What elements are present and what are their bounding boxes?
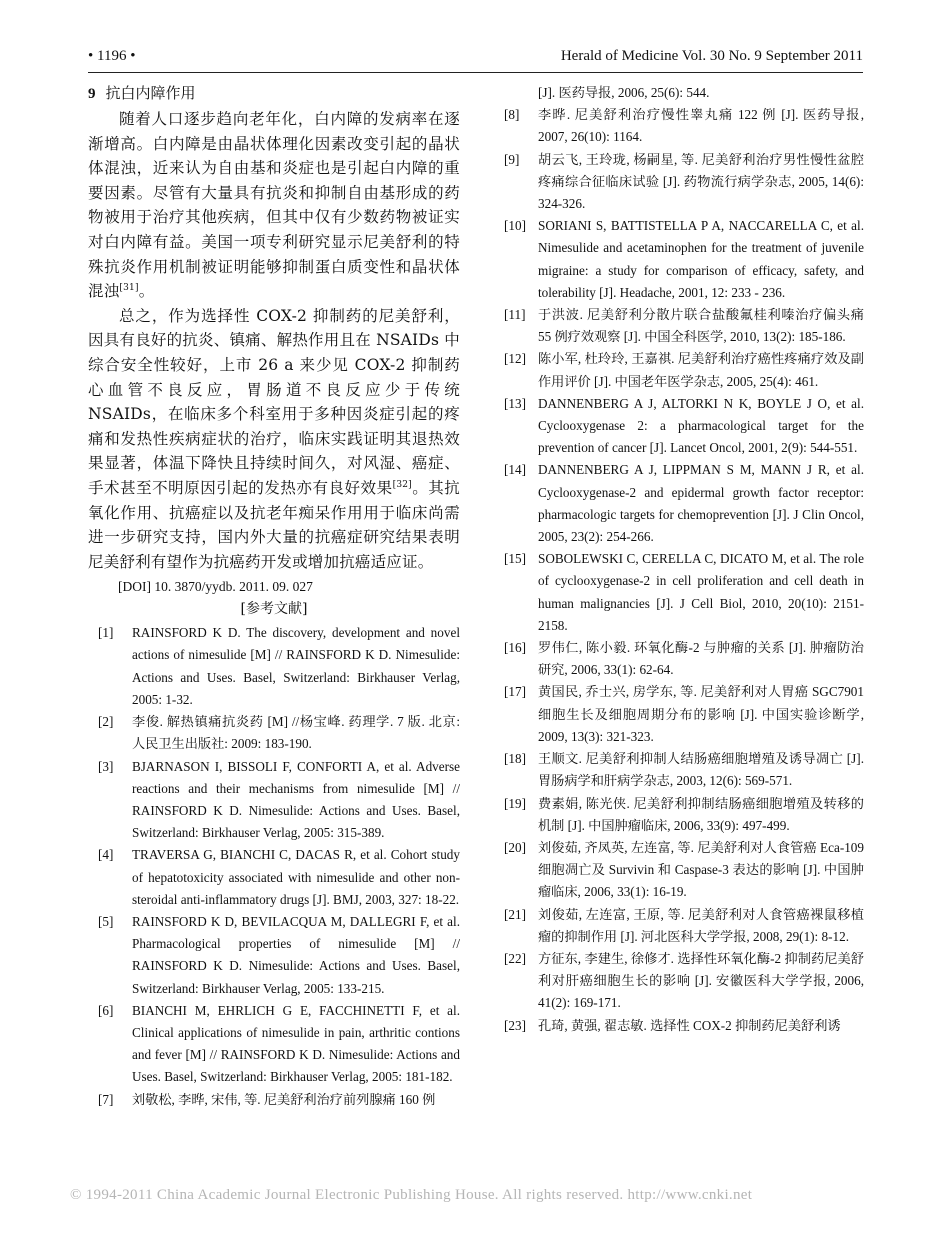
reference-item — [498, 459, 864, 548]
reference-text: 罗伟仁, 陈小毅. 环氧化酶-2 与肿瘤的关系 [J]. 肿瘤防治研究, 2006, 33(1): 62-64. — [538, 640, 864, 678]
reference-item — [498, 1015, 864, 1037]
reference-text: 王顺文. 尼美舒利抑制人结肠癌细胞增殖及诱导凋亡 [J]. 胃肠病学和肝病学杂志, 2003, 12(6): 569-571. — [538, 751, 864, 789]
paragraph-2 — [88, 304, 460, 575]
references-list-right — [498, 104, 864, 1037]
reference-number: [3] — [98, 758, 114, 774]
reference-item — [88, 844, 460, 911]
page-number: • 1196 • — [88, 48, 136, 64]
header-rule — [88, 72, 863, 73]
reference-item — [498, 104, 864, 148]
reference-item — [88, 711, 460, 755]
reference-number: [23] — [504, 1017, 526, 1033]
citation-31: [31] — [119, 283, 139, 293]
reference-number: [11] — [504, 307, 526, 323]
reference-item — [88, 911, 460, 1000]
reference-number: [17] — [504, 684, 526, 700]
paragraph-1-text: 随着人口逐步趋向老年化，白内障的发病率在逐渐增高。白内障是由晶状体理化因素改变引起的晶状体混浊，近来认为自由基和炎症也是引起白内障的重要因素。尽管有大量具有抗炎和抑制自由基形成的药物被用于治疗其他疾病，但其中仅有少数药物被证实对白内障有益。美国一项专利研究显示尼美舒利的特殊抗炎作用机制被证明能够抑制蛋白质变性和晶状体混浊 — [88, 110, 460, 301]
paragraph-2-end: 。其抗氧化作用、抗癌症以及抗老年痴呆作用用于临床尚需进一步研究支持，国内外大量的抗癌症研究结果表明尼美舒利有望作为抗癌药开发或增加抗癌适应证。 — [88, 478, 460, 571]
reference-item — [498, 348, 864, 392]
section-title: 抗白内障作用 — [105, 84, 196, 102]
reference-number: [2] — [98, 714, 114, 730]
reference-number: [1] — [98, 625, 114, 641]
running-header — [88, 48, 863, 68]
reference-number: [19] — [504, 795, 526, 811]
reference-number: [14] — [504, 462, 526, 478]
reference-item — [498, 393, 864, 460]
reference-text: DANNENBERG A J, ALTORKI N K, BOYLE J O, et al. Cyclooxygenase 2: a pharmacological target for the prevention of cancer [J]. Lancet Oncol, 2001, 2(9): 544-551. — [538, 395, 864, 456]
reference-text: BJARNASON I, BISSOLI F, CONFORTI A, et al. Adverse reactions and their mechanisms from nimesulide [M] // RAINSFORD K D. Nimesulide: Actions and Uses. Basel, Switzerland: Birkhauser Verlag, 2005: 315-389. — [132, 758, 460, 841]
reference-item — [498, 149, 864, 216]
reference-item — [498, 215, 864, 304]
reference-7-continuation: [J]. 医药导报, 2006, 25(6): 544. — [538, 85, 710, 100]
reference-text: 黄国民, 乔士兴, 房学东, 等. 尼美舒利对人胃癌 SGC7901 细胞生长及细胞周期分布的影响 [J]. 中国实验诊断学, 2009, 13(3): 321-323. — [538, 684, 864, 744]
reference-text: 费素娟, 陈光侠. 尼美舒利抑制结肠癌细胞增殖及转移的机制 [J]. 中国肿瘤临床, 2006, 33(9): 497-499. — [538, 795, 864, 833]
reference-number: [20] — [504, 839, 526, 855]
reference-number: [12] — [504, 351, 526, 367]
reference-text: 刘俊茹, 左连富, 王原, 等. 尼美舒利对人食管癌裸鼠移植瘤的抑制作用 [J]. 河北医科大学学报, 2008, 29(1): 8-12. — [538, 906, 864, 944]
reference-number: [21] — [504, 906, 526, 922]
reference-number: [10] — [504, 218, 526, 234]
reference-number: [13] — [504, 395, 526, 411]
reference-item — [498, 948, 864, 1015]
reference-item — [88, 1089, 460, 1111]
reference-number: [16] — [504, 640, 526, 656]
section-number: 9 — [88, 86, 96, 102]
reference-item — [498, 304, 864, 348]
reference-text: 胡云飞, 王玲珑, 杨嗣星, 等. 尼美舒利治疗男性慢性盆腔疼痛综合征临床试验 [J]. 药物流行病学杂志, 2005, 14(6): 324-326. — [538, 151, 864, 212]
section-heading — [88, 82, 460, 105]
references-heading: [参考文献] — [240, 601, 308, 618]
reference-item — [498, 793, 864, 837]
reference-number: [5] — [98, 913, 114, 929]
reference-text: 于洪波. 尼美舒利分散片联合盐酸氟桂利嗪治疗偏头痛 55 例疗效观察 [J]. 中国全科医学, 2010, 13(2): 185-186. — [538, 307, 864, 345]
reference-text: 李晔. 尼美舒利治疗慢性睾丸痛 122 例 [J]. 医药导报, 2007, 26(10): 1164. — [538, 107, 864, 145]
reference-text: 陈小军, 杜玲玲, 王嘉祺. 尼美舒利治疗癌性疼痛疗效及副作用评价 [J]. 中国老年医学杂志, 2005, 25(4): 461. — [538, 351, 864, 389]
reference-item — [88, 756, 460, 845]
right-column — [498, 82, 864, 1037]
reference-item — [498, 637, 864, 681]
reference-text: BIANCHI M, EHRLICH G E, FACCHINETTI F, et al. Clinical applications of nimesulide in pain, arthritic contions and fever [M] // RAINSFORD K D. Nimesulide: Actions and Uses. Basel, Switzerland: Birkhauser Verlag, 2005: 181-182. — [132, 1002, 460, 1085]
reference-text: 李俊. 解热镇痛抗炎药 [M] //杨宝峰. 药理学. 7 版. 北京: 人民卫生出版社: 2009: 183-190. — [132, 714, 460, 752]
reference-item — [498, 904, 864, 948]
reference-item — [498, 548, 864, 637]
reference-item — [88, 1000, 460, 1089]
reference-item — [498, 837, 864, 904]
reference-text: 方征东, 李建生, 徐修才. 选择性环氧化酶-2 抑制药尼美舒利对肝癌细胞生长的影响 [J]. 安徽医科大学学报, 2006, 41(2): 169-171. — [538, 950, 864, 1011]
reference-text: TRAVERSA G, BIANCHI C, DACAS R, et al. Cohort study of hepatotoxicity associated with nimesulide and other non-steroidal anti-inflammatory drugs [J]. BMJ, 2003, 327: 18-22. — [132, 847, 460, 907]
reference-number: [8] — [504, 107, 520, 123]
reference-number: [18] — [504, 751, 526, 767]
doi: [DOI] 10. 3870/yydb. 2011. 09. 027 — [118, 579, 313, 595]
reference-text: RAINSFORD K D, BEVILACQUA M, DALLEGRI F, et al. Pharmacological properties of nimesulide [M] // RAINSFORD K D. Nimesulide: Actions and Uses. Basel, Switzerland: Birkhauser Verlag, 2005: 133-215. — [132, 913, 460, 996]
reference-number: [15] — [504, 551, 526, 567]
reference-text: DANNENBERG A J, LIPPMAN S M, MANN J R, et al. Cyclooxygenase-2 and epidermal growth factor receptor: pharmacologic targets for chemoprevention [J]. J Clin Oncol, 2005, 23(2): 254-266. — [538, 462, 864, 545]
citation-32: [32] — [392, 479, 412, 490]
left-column — [88, 82, 460, 1111]
reference-text: 刘敬松, 李晔, 宋伟, 等. 尼美舒利治疗前列腺痛 160 例 — [132, 1091, 436, 1107]
reference-number: [22] — [504, 950, 526, 966]
paragraph-1-end: 。 — [138, 282, 155, 301]
paragraph-2-text: 总之，作为选择性 COX-2 抑制药的尼美舒利，因具有良好的抗炎、镇痛、解热作用且在 NSAIDs 中综合安全性较好，上市 26 a 来少见 COX-2 抑制药心血管不良反应，胃肠道不良反应少于传统 NSAIDs，在临床多个科室用于多种因炎症引起的疼痛和发热性疾病症状的治疗，临床实践证明其退热效果显著，体温下降快且持续时间久，对风湿、癌症、手术甚至不明原因引起的发热亦有良好效果 — [88, 306, 460, 497]
reference-text: SORIANI S, BATTISTELLA P A, NACCARELLA C, et al. Nimesulide and acetaminophen for the treatment of juvenile migraine: a study for comparison of efficacy, safety, and tolerability [J]. Headache, 2001, 12: 233 - 236. — [538, 218, 864, 300]
journal-title: Herald of Medicine Vol. 30 No. 9 September 2011 — [560, 48, 863, 64]
reference-number: [9] — [504, 151, 520, 167]
reference-text: SOBOLEWSKI C, CERELLA C, DICATO M, et al. The role of cyclooxygenase-2 in cell proliferation and cell death in human malignancies [J]. J Cell Biol, 2010, 20(10): 2151-2158. — [538, 551, 864, 633]
reference-number: [7] — [98, 1091, 114, 1107]
paragraph-1 — [88, 107, 460, 304]
reference-item — [498, 681, 864, 748]
reference-number: [6] — [98, 1002, 114, 1018]
reference-item — [498, 748, 864, 792]
reference-text: 刘俊茹, 齐凤英, 左连富, 等. 尼美舒利对人食管癌 Eca-109 细胞凋亡及 Survivin 和 Caspase-3 表达的影响 [J]. 中国肿瘤临床, 2006, 33(1): 16-19. — [538, 839, 864, 900]
reference-number: [4] — [98, 847, 114, 863]
references-list-left — [88, 622, 460, 1110]
reference-text: 孔琦, 黄强, 翟志敏. 选择性 COX-2 抑制药尼美舒利诱 — [538, 1017, 841, 1033]
reference-item — [88, 622, 460, 711]
copyright-footer: © 1994-2011 China Academic Journal Electronic Publishing House. All rights reserved. http://www.cnki.net — [70, 1187, 753, 1203]
reference-text: RAINSFORD K D. The discovery, development and novel actions of nimesulide [M] // RAINSFORD K D. Nimesulide: Actions and Uses. Basel, Switzerland: Birkhauser Verlag, 2005: 1-32. — [132, 625, 460, 707]
